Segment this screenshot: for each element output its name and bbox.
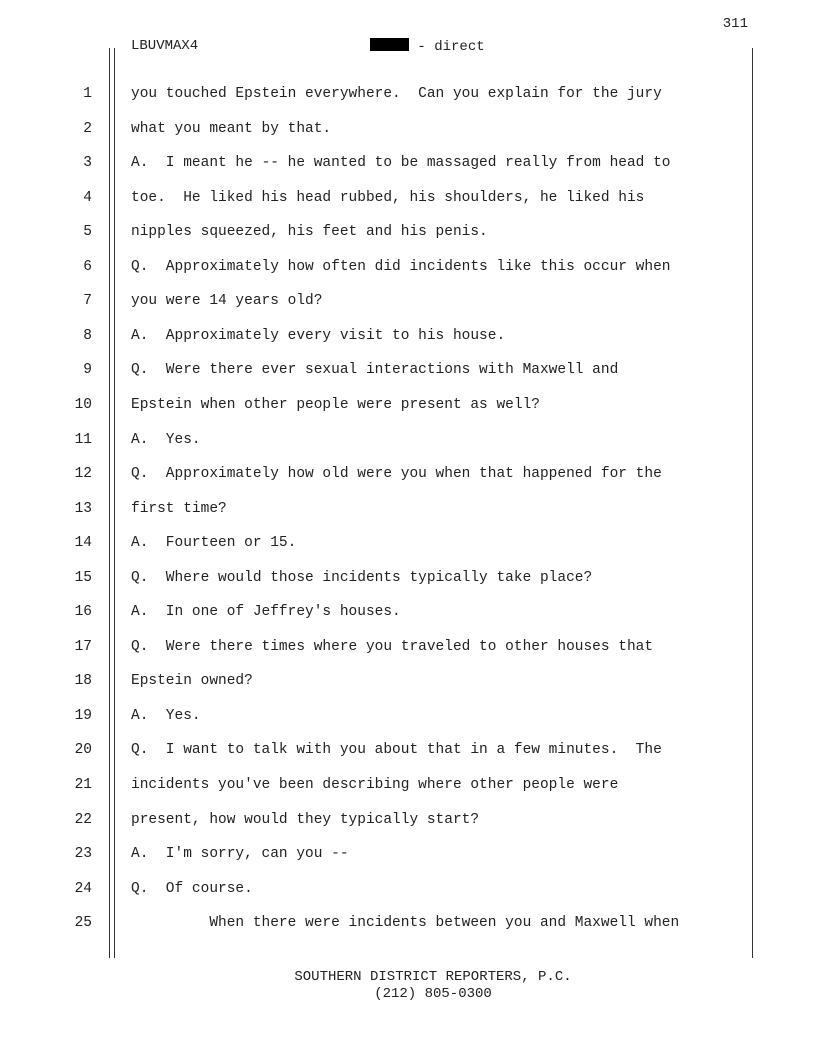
transcript-line: A. In one of Jeffrey's houses.	[131, 604, 401, 621]
line-number: 7	[83, 293, 92, 310]
transcript-line: Q. Were there times where you traveled to other houses that	[131, 638, 654, 655]
line-number: 5	[83, 224, 92, 241]
transcript-line: Epstein owned?	[131, 673, 253, 690]
line-number: 2	[83, 120, 92, 137]
line-number: 15	[74, 569, 92, 586]
line-number: 19	[74, 707, 92, 724]
transcript-line: Q. Approximately how often did incidents like this occur when	[131, 258, 671, 275]
transcript-line: toe. He liked his head rubbed, his shoulders, he liked his	[131, 189, 645, 206]
witness-suffix: - direct	[417, 39, 485, 55]
transcript-line: When there were incidents between you and Maxwell when	[131, 915, 680, 932]
line-number: 20	[74, 742, 92, 759]
header-case-code: LBUVMAX4	[131, 38, 199, 54]
left-margin-rule-inner	[114, 48, 115, 958]
line-number: 16	[74, 604, 92, 621]
redaction-block	[370, 38, 409, 51]
line-number: 4	[83, 189, 92, 206]
line-number: 18	[74, 673, 92, 690]
line-number: 12	[74, 466, 92, 483]
line-number: 10	[74, 396, 92, 413]
transcript-line: Q. Where would those incidents typically take place?	[131, 569, 593, 586]
transcript-line: A. Yes.	[131, 431, 201, 448]
page-number: 311	[722, 16, 748, 32]
reporter-name: SOUTHERN DISTRICT REPORTERS, P.C.	[294, 969, 572, 985]
line-number: 13	[74, 500, 92, 517]
transcript-line: present, how would they typically start?	[131, 811, 480, 828]
line-number: 21	[74, 777, 92, 793]
line-number: 9	[83, 362, 92, 379]
transcript-line: what you meant by that.	[131, 120, 332, 137]
transcript-line: A. Approximately every visit to his house.	[131, 327, 506, 344]
transcript-line: Q. Of course.	[131, 880, 253, 897]
transcript-line: A. I'm sorry, can you --	[131, 846, 349, 863]
header-witness	[370, 38, 485, 55]
line-number: 6	[83, 258, 92, 275]
line-number: 22	[74, 811, 92, 828]
transcript-line: first time?	[131, 500, 227, 517]
transcript-line: incidents you've been describing where other people were	[131, 777, 619, 793]
line-number: 3	[83, 155, 92, 172]
transcript-line: you touched Epstein everywhere. Can you explain for the jury	[131, 86, 662, 102]
transcript-line: Q. Were there ever sexual interactions with Maxwell and	[131, 362, 619, 379]
reporter-footer	[0, 969, 816, 1003]
line-number: 8	[83, 327, 92, 344]
line-number: 1	[83, 86, 92, 102]
transcript-line: you were 14 years old?	[131, 293, 323, 310]
transcript-line: nipples squeezed, his feet and his penis.	[131, 224, 488, 241]
line-number: 17	[74, 638, 92, 655]
transcript-line: A. I meant he -- he wanted to be massaged really from head to	[131, 155, 671, 172]
left-margin-rule	[109, 48, 110, 958]
transcript-line: A. Yes.	[131, 707, 201, 724]
line-number: 11	[74, 431, 92, 448]
line-number: 14	[74, 535, 92, 552]
transcript-line: Q. Approximately how old were you when that happened for the	[131, 466, 662, 483]
transcript-line: Q. I want to talk with you about that in a few minutes. The	[131, 742, 662, 759]
line-number: 24	[74, 880, 92, 897]
reporter-phone: (212) 805-0300	[374, 986, 492, 1002]
right-margin-rule	[752, 48, 753, 958]
line-number: 25	[74, 915, 92, 932]
transcript-line: Epstein when other people were present as well?	[131, 396, 540, 413]
line-number: 23	[74, 846, 92, 863]
transcript-line: A. Fourteen or 15.	[131, 535, 297, 552]
